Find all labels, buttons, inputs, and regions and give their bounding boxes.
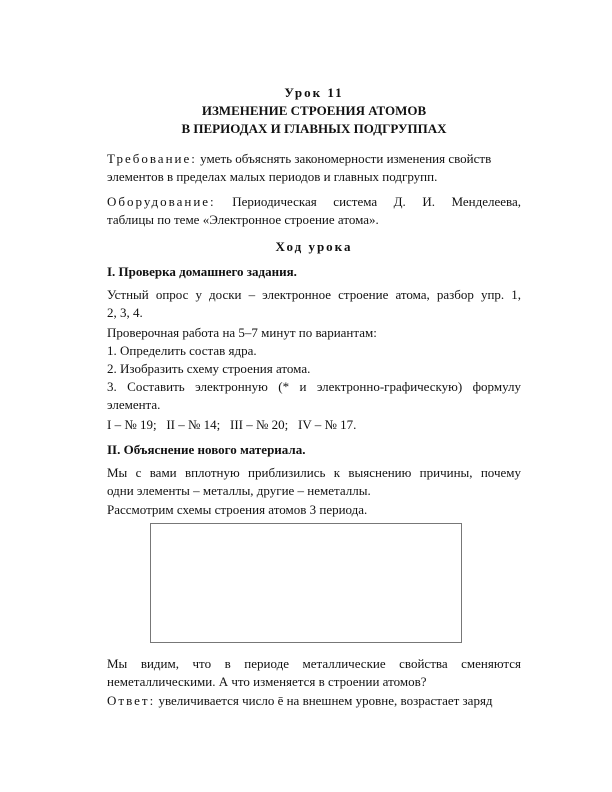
equipment-text-1: Периодическая система Д. И. Менделеева, — [232, 194, 521, 209]
answer-paragraph — [107, 692, 521, 710]
variants-line: I – № 19; II – № 14; III – № 20; IV – № 17. — [107, 417, 357, 432]
task-2: 2. Изобразить схему строения атома. — [107, 361, 311, 376]
test-intro: Проверочная работа на 5–7 минут по вариантам: — [107, 325, 377, 340]
conclusion-paragraph — [107, 655, 521, 691]
conclusion-line-1: Мы видим, что в периоде металлические свойства сменяются — [107, 656, 521, 671]
oral-quiz-line-2: 2, 3, 4. — [107, 305, 143, 320]
metals-line-2: одни элементы – металлы, другие – неметаллы. — [107, 483, 371, 498]
answer-text: увеличивается число ē на внешнем уровне, возрастает заряд — [158, 693, 493, 708]
section1-heading: I. Проверка домашнего задания. — [107, 264, 297, 279]
schemes-paragraph: Рассмотрим схемы строения атомов 3 периода. — [107, 502, 368, 517]
title-line-2: В ПЕРИОДАХ И ГЛАВНЫХ ПОДГРУППАХ — [181, 121, 447, 136]
requirement-label: Требование: — [107, 151, 197, 166]
task-3-line-2: элемента. — [107, 397, 161, 412]
equipment-text-2: таблицы по теме «Электронное строение атома». — [107, 212, 379, 227]
requirement-paragraph — [107, 150, 521, 186]
conclusion-line-2: неметаллическими. А что изменяется в строении атомов? — [107, 674, 427, 689]
lesson-title-block — [107, 84, 521, 138]
atom-schemes-figure — [150, 523, 462, 643]
task-3 — [107, 378, 521, 414]
metals-line-1: Мы с вами вплотную приблизились к выяснению причины, почему — [107, 465, 521, 480]
lesson-flow-heading: Ход урока — [275, 239, 353, 254]
task-1: 1. Определить состав ядра. — [107, 343, 257, 358]
title-line-1: ИЗМЕНЕНИЕ СТРОЕНИЯ АТОМОВ — [201, 103, 427, 118]
requirement-text-1: уметь объяснять закономерности изменения свойств — [200, 151, 492, 166]
equipment-paragraph — [107, 193, 521, 229]
equipment-label: Оборудование: — [107, 194, 216, 209]
oral-quiz-paragraph — [107, 286, 521, 322]
requirement-text-2: элементов в пределах малых периодов и главных подгрупп. — [107, 169, 438, 184]
lesson-number: Урок 11 — [284, 85, 344, 100]
task-3-line-1: 3. Составить электронную (* и электронно-графическую) формулу — [107, 379, 521, 394]
oral-quiz-line-1: Устный опрос у доски – электронное строение атома, разбор упр. 1, — [107, 287, 521, 302]
answer-label: Ответ: — [107, 693, 156, 708]
metals-paragraph — [107, 464, 521, 500]
section2-heading: II. Объяснение нового материала. — [107, 442, 306, 457]
